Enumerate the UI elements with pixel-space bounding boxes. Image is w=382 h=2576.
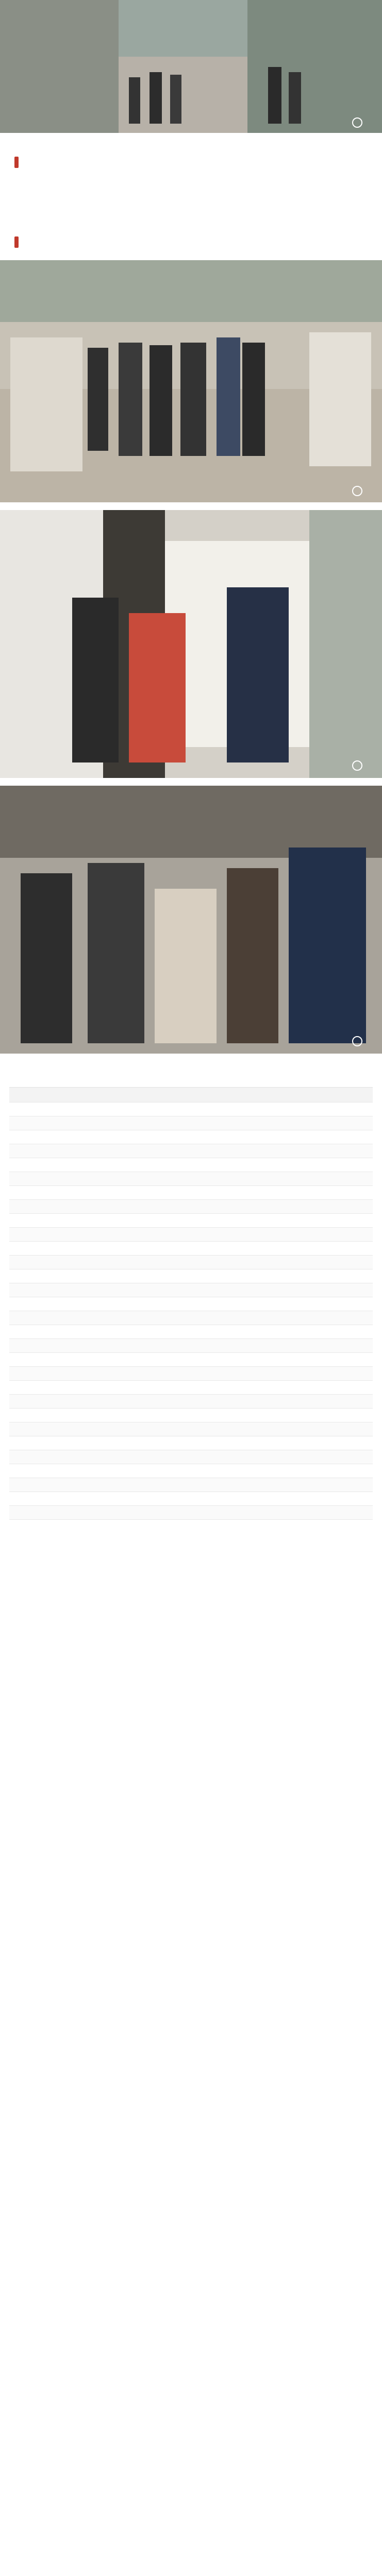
section-1-header [14,155,30,170]
table-row [9,1242,373,1256]
table-row [9,1172,373,1186]
section-marker-icon [14,236,19,248]
table-row [9,1200,373,1214]
table-row [9,1228,373,1242]
table-row [9,1311,373,1325]
table-row [9,1422,373,1436]
table-row [9,1353,373,1367]
photo-watermark [352,1036,367,1046]
table-row [9,1283,373,1297]
table-row [9,1464,373,1478]
table-row [9,1436,373,1450]
section-marker-icon [14,157,19,168]
table-row [9,1144,373,1158]
table-row [9,1186,373,1200]
photo-watermark [352,117,367,128]
table-row [9,1478,373,1492]
event-photo-2 [0,510,382,778]
photo-watermark [352,486,367,496]
table-row [9,1325,373,1339]
header-photo [0,0,382,133]
table-row [9,1492,373,1506]
org-logo-icon [352,1036,362,1046]
intro-paragraph [19,180,363,222]
table-row [9,1130,373,1144]
photo-watermark [352,760,367,771]
donation-table [9,1087,373,1520]
table-row [9,1214,373,1228]
event-photo-1 [0,260,382,502]
table-row [9,1269,373,1283]
table-row [9,1158,373,1172]
table-row [9,1103,373,1116]
table-row [9,1116,373,1130]
event-photo-3 [0,786,382,1054]
section-2-header [14,234,30,250]
table-row [9,1381,373,1395]
table-row [9,1506,373,1520]
table-row [9,1450,373,1464]
table-row [9,1339,373,1353]
table-row [9,1409,373,1422]
table-header-row [9,1088,373,1103]
table-row [9,1297,373,1311]
table-row [9,1256,373,1269]
org-logo-icon [352,117,362,128]
org-logo-icon [352,486,362,496]
table-row [9,1367,373,1381]
table-row [9,1395,373,1409]
org-logo-icon [352,760,362,771]
